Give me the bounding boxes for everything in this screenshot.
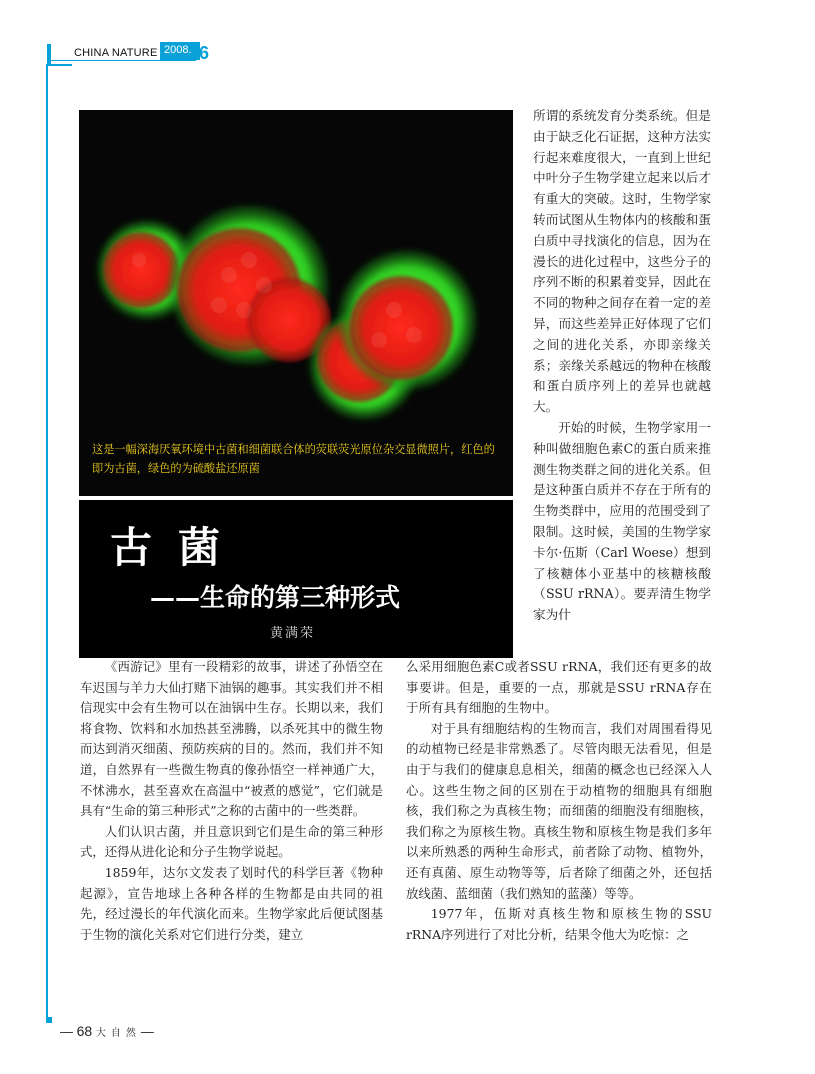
margin-rule (46, 64, 48, 1022)
paragraph: 对于具有细胞结构的生物而言，我们对周围看得见的动植物已经是非常熟悉了。尽管肉眼无法看见，但是由于与我们的健康息息相关，细菌的概念也已经深入人心。这些生物之间的区别在于动植物的细胞具有细胞核，我们称之为真核生物；而细菌的细胞没有细胞核，我们称之为原核生物。真核生物和原核生物是我们多年以来所熟悉的两种生命形式，前者除了动物、植物外，还有真菌、原生动物等等，后者除了细菌之外，还包括放线菌、蓝细菌（我们熟知的蓝藻）等等。 (406, 720, 712, 901)
footer-dash: — (60, 1024, 73, 1039)
header-rule (51, 60, 196, 61)
margin-rule-corner (46, 64, 72, 66)
text-column-right-upper (533, 106, 711, 626)
text-column-right-lower (406, 657, 712, 945)
archaea-cluster (349, 276, 453, 380)
paragraph: 所谓的系统发育分类系统。但是由于缺乏化石证据，这种方法实行起来难度很大，一直到上世纪中叶分子生物学建立起来以后才有重大的突破。这时，生物学家转而试图从生物体内的核酸和蛋白质中寻找演化的信息，因为在漫长的进化过程中，这些分子的序列不断的积累着变异，因此在不同的物种之间存在着一定的差异，而这些差异正好体现了它们之间的进化关系，亦即亲缘关系；亲缘关系越远的物种在核酸和蛋白质序列上的差异也就越大。 (533, 108, 711, 415)
issue-year: 2008. (164, 44, 192, 56)
paragraph: 《西游记》里有一段精彩的故事，讲述了孙悟空在车迟国与羊力大仙打赌下油锅的趣事。其实我们并不相信现实中会有生物可以在油锅中生存。长期以来，我们将食物、饮料和水加热甚至沸腾，以杀死其中的微生物而达到消灭细菌、预防疾病的目的。然而，我们并不知道，自然界有一些微生物真的像孙悟空一样神通广大，不怵沸水，甚至喜欢在高温中“被煮的感觉”，它们就是具有“生命的第三种形式”之称的古菌中的一些类群。 (80, 659, 383, 819)
footer-dash: — (140, 1024, 154, 1039)
photo-caption: 这是一幅深海厌氧环境中古菌和细菌联合体的荧联荧光原位杂交显微照片，红色的即为古菌，绿色的为硫酸盐还原菌 (92, 443, 495, 475)
microscopy-image (79, 110, 513, 496)
text-column-left-lower (80, 657, 383, 945)
paragraph: 开始的时候，生物学家用一种叫做细胞色素C的蛋白质来推测生物类群之间的进化关系。但是这种蛋白质并不存在于所有的生物类群中，应用的范围受到了限制。这时候，美国的生物学家卡尔·伍斯（Carl Woese）想到了核糖体小亚基中的核糖核酸（SSU rRNA）。要弄清生物学家为什 (533, 419, 711, 623)
microscopy-photo (79, 110, 513, 496)
article-title: 古菌 (110, 523, 247, 572)
article-subtitle: ——生命的第三种形式 (150, 583, 401, 612)
paragraph: 么采用细胞色素C或者SSU rRNA，我们还有更多的故事要讲。但是，重要的一点，那就是SSU rRNA存在于所有具有细胞的生物中。 (406, 659, 712, 716)
paragraph: 1859年，达尔文发表了划时代的科学巨著《物种起源》，宣告地球上各种各样的生物都是由共同的祖先，经过漫长的年代演化而来。生物学家此后便试图基于生物的演化关系对它们进行分类，建立 (80, 864, 383, 942)
page-number: 68 (76, 1023, 93, 1039)
article-author: 黄满荣 (270, 626, 316, 641)
paragraph: 1977年，伍斯对真核生物和原核生物的SSU rRNA序列进行了对比分析，结果令他大为吃惊：之 (406, 906, 712, 942)
header-accent-bar (47, 44, 51, 64)
footer-magazine: 大自然 (95, 1028, 141, 1039)
archaea-cluster (103, 232, 179, 308)
issue-number: 6 (199, 43, 210, 63)
paragraph: 人们认识古菌，并且意识到它们是生命的第三种形式，还得从进化论和分子生物学说起。 (80, 823, 383, 860)
magazine-name: CHINA NATURE (74, 47, 158, 59)
footer-marker (46, 1017, 52, 1023)
page-footer (60, 1023, 154, 1039)
